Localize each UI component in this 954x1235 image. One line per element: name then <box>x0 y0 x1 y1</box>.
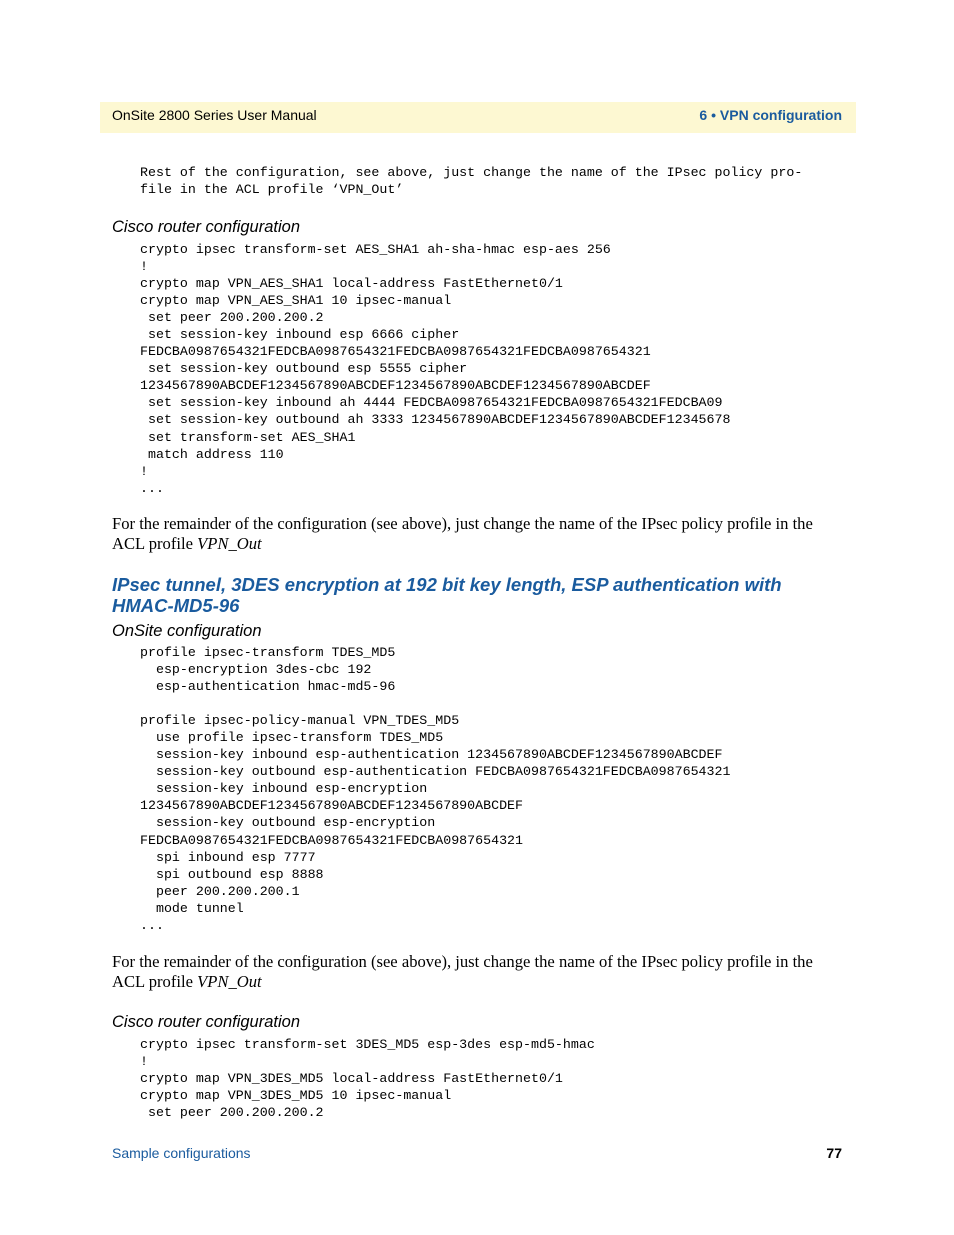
page-number: 77 <box>826 1145 842 1161</box>
cisco-config-code-1: crypto ipsec transform-set AES_SHA1 ah-sha-hmac esp-aes 256 ! crypto map VPN_AES_SHA1 local-address FastEthernet0/1 crypto map VPN_AES_SHA1 10 ipsec-manual set peer 200.200.200.2 set session-key inbound esp 6666 cipher FEDCBA0987654321FEDCBA0987654321FEDCBA0987654321FEDCBA0987654321 set session-key outbound esp 5555 cipher 1234567890ABCDEF1234567890ABCDEF1234567890ABCDEF1234567890ABCDEF set session-key inbound ah 4444 FEDCBA0987654321FEDCBA0987654321FEDCBA09 set session-key outbound ah 3333 1234567890ABCDEF1234567890ABCDEF12345678 set transform-set AES_SHA1 match address 110 ! ... <box>140 242 731 496</box>
remainder-paragraph-1 <box>112 514 847 554</box>
remainder-text-1: For the remainder of the configuration (see above), just change the name of the IPsec policy profile in the ACL profile <box>112 514 813 553</box>
cisco-config-code-2: crypto ipsec transform-set 3DES_MD5 esp-3des esp-md5-hmac ! crypto map VPN_3DES_MD5 local-address FastEthernet0/1 crypto map VPN_3DES_MD5 10 ipsec-manual set peer 200.200.200.2 <box>140 1037 595 1121</box>
acl-profile-name-2: VPN_Out <box>197 972 262 991</box>
intro-code-block: Rest of the configuration, see above, just change the name of the IPsec policy pro- file in the ACL profile ‘VPN_Out’ <box>140 165 803 198</box>
cisco-config-heading-1: Cisco router configuration <box>112 218 301 236</box>
manual-title: OnSite 2800 Series User Manual <box>112 107 317 123</box>
remainder-text-2: For the remainder of the configuration (see above), just change the name of the IPsec policy profile in the ACL profile <box>112 952 813 991</box>
onsite-config-code: profile ipsec-transform TDES_MD5 esp-encryption 3des-cbc 192 esp-authentication hmac-md5-96 profile ipsec-policy-manual VPN_TDES_MD5 use profile ipsec-transform TDES_MD5 session-key inbound esp-authentication 1234567890ABCDEF1234567890ABCDEF session-key outbound esp-authentication FEDCBA0987654321FEDCBA0987654321 session-key inbound esp-encryption 1234567890ABCDEF1234567890ABCDEF1234567890ABCDEF session-key outbound esp-encryption FEDCBA0987654321FEDCBA0987654321FEDCBA0987654321 spi inbound esp 7777 spi outbound esp 8888 peer 200.200.200.1 mode tunnel ... <box>140 645 731 933</box>
onsite-config-heading: OnSite configuration <box>112 622 262 640</box>
footer-section-name: Sample configurations <box>112 1145 251 1161</box>
acl-profile-name-1: VPN_Out <box>197 534 262 553</box>
running-header <box>100 102 856 133</box>
chapter-title: 6 • VPN configuration <box>699 107 842 123</box>
cisco-config-heading-2: Cisco router configuration <box>112 1013 301 1031</box>
remainder-paragraph-2 <box>112 952 847 992</box>
section-heading: IPsec tunnel, 3DES encryption at 192 bit key length, ESP authentication with HMAC-MD5-96 <box>112 574 782 616</box>
